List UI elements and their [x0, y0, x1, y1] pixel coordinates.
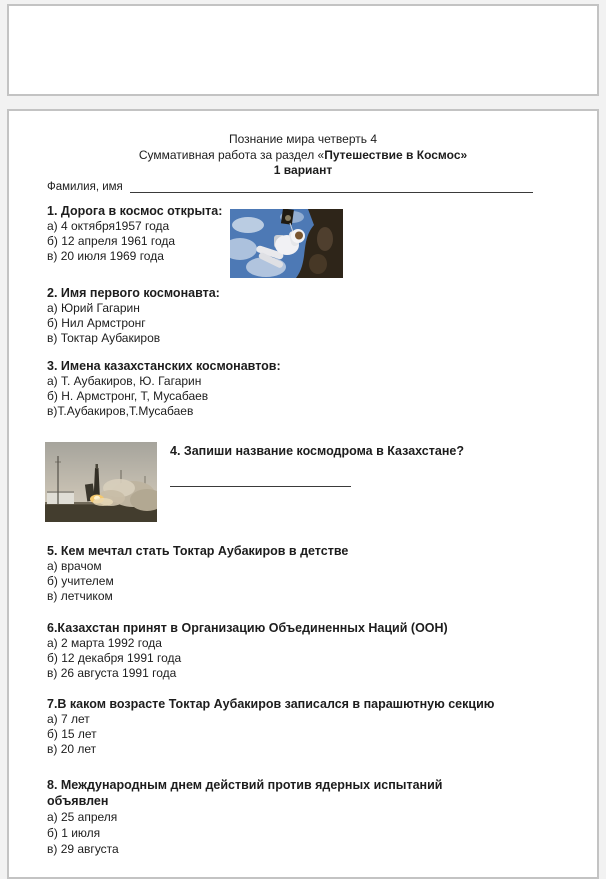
- worksheet-header: [9, 132, 597, 179]
- question-3-option-c: в)Т.Аубакиров,Т.Мусабаев: [47, 404, 194, 418]
- question-8-option-b: б) 1 июля: [47, 826, 101, 840]
- name-blank-line: [130, 180, 533, 193]
- question-3: [47, 359, 577, 419]
- question-2-option-b: б) Нил Армстронг: [47, 316, 146, 330]
- question-7-title: 7.В каком возрасте Токтар Аубакиров записался в парашютную секцию: [47, 697, 495, 711]
- question-1-option-a: а) 4 октября1957 года: [47, 219, 170, 233]
- astronaut-spacewalk-photo: [230, 209, 343, 278]
- rocket-launch-photo: [45, 442, 157, 522]
- question-8-title: 8. Международным днем действий против ядерных испытаний объявлен: [47, 778, 443, 808]
- question-6-title: 6.Казахстан принят в Организацию Объединенных Наций (ООН): [47, 621, 448, 635]
- header-subtitle: Суммативная работа за раздел «Путешествие в Космос»: [138, 147, 468, 162]
- question-5-title: 5. Кем мечтал стать Токтар Аубакиров в детстве: [47, 544, 349, 558]
- question-1-option-b: б) 12 апреля 1961 года: [47, 234, 176, 248]
- question-5: [47, 544, 577, 604]
- question-6-option-c: в) 26 августа 1991 года: [47, 666, 177, 680]
- question-7-option-a: а) 7 лет: [47, 712, 90, 726]
- name-label: Фамилия, имя: [47, 181, 123, 193]
- question-4-title: 4. Запиши название космодрома в Казахстане?: [170, 444, 464, 458]
- name-row: [47, 180, 533, 193]
- question-3-option-a: а) Т. Аубакиров, Ю. Гагарин: [47, 374, 202, 388]
- question-3-option-b: б) Н. Армстронг, Т, Мусабаев: [47, 389, 209, 403]
- question-4-answer-blank: [170, 486, 351, 487]
- question-8: [47, 777, 477, 857]
- question-6: [47, 621, 577, 681]
- previous-page: [7, 4, 599, 96]
- question-2: [47, 286, 577, 346]
- question-6-option-a: а) 2 марта 1992 года: [47, 636, 162, 650]
- header-line-1: Познание мира четверть 4: [228, 132, 378, 146]
- question-6-option-b: б) 12 декабря 1991 года: [47, 651, 182, 665]
- header-variant: 1 вариант: [273, 163, 333, 177]
- question-5-option-c: в) летчиком: [47, 589, 113, 603]
- question-2-option-a: а) Юрий Гагарин: [47, 301, 140, 315]
- question-2-option-c: в) Токтар Аубакиров: [47, 331, 161, 345]
- question-1-title: 1. Дорога в космос открыта:: [47, 204, 223, 218]
- question-1-option-c: в) 20 июля 1969 года: [47, 249, 164, 263]
- question-7-option-b: б) 15 лет: [47, 727, 97, 741]
- question-5-option-b: б) учителем: [47, 574, 114, 588]
- question-8-option-a: а) 25 апреля: [47, 810, 118, 824]
- question-7: [47, 697, 595, 757]
- question-3-title: 3. Имена казахстанских космонавтов:: [47, 359, 281, 373]
- question-5-option-a: а) врачом: [47, 559, 102, 573]
- question-2-title: 2. Имя первого космонавта:: [47, 286, 220, 300]
- question-7-option-c: в) 20 лет: [47, 742, 97, 756]
- question-8-option-c: в) 29 августа: [47, 842, 119, 856]
- worksheet-page: [7, 109, 599, 879]
